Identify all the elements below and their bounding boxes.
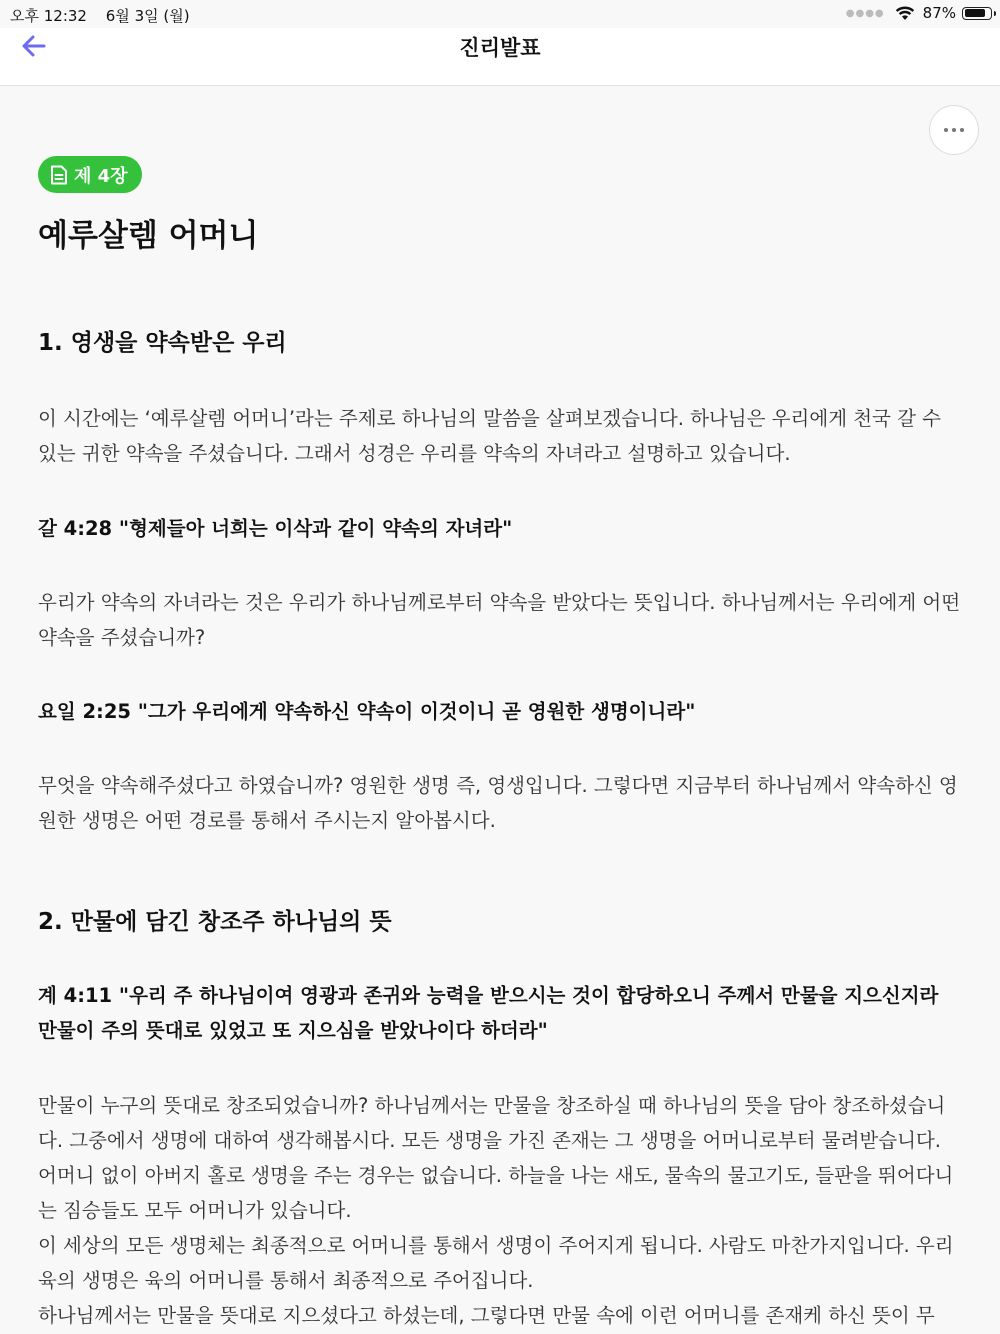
more-options-button[interactable] [929, 105, 979, 155]
status-left [10, 5, 204, 26]
chapter-label: 제 4장 [74, 165, 128, 187]
status-bar [0, 0, 1000, 28]
bible-verse: 갈 4:28 "형제들아 너희는 이삭과 같이 약속의 자녀라" [38, 517, 513, 540]
more-horizontal-icon [944, 128, 964, 132]
status-time: 오후 12:32 [10, 7, 87, 25]
section-heading: 1. 영생을 약속받은 우리 [38, 330, 287, 356]
status-right [846, 4, 992, 22]
paragraph: 하나님께서는 만물을 뜻대로 지으셨다고 하셨는데, 그렇다면 만물 속에 이런 어머니를 존재케 하신 뜻이 무 [38, 1304, 935, 1327]
section-heading: 2. 만물에 담긴 창조주 하나님의 뜻 [38, 909, 392, 935]
article-content [38, 156, 963, 1333]
navigation-bar [0, 28, 1000, 86]
chapter-badge [38, 156, 142, 193]
document-icon [50, 165, 68, 185]
paragraph: 이 세상의 모든 생명체는 최종적으로 어머니를 통해서 생명이 주어지게 됩니다. 사람도 마찬가지입니다. 우리 육의 생명은 육의 어머니를 통해서 최종적으로 주어집니다. [38, 1234, 954, 1292]
battery-icon [962, 7, 992, 20]
paragraph: 우리가 약속의 자녀라는 것은 우리가 하나님께로부터 약속을 받았다는 뜻입니다. 하나님께서는 우리에게 어떤 약속을 주셨습니까? [38, 591, 961, 649]
page-title: 예루살렘 어머니 [38, 218, 259, 254]
nav-title: 진리발표 [459, 36, 541, 60]
battery-fill [965, 9, 986, 17]
bible-verse: 계 4:11 "우리 주 하나님이여 영광과 존귀와 능력을 받으시는 것이 합당하오니 주께서 만물을 지으신지라 만물이 주의 뜻대로 있었고 또 지으심을 받았나이다 하더라" [38, 984, 939, 1042]
paragraph: 만물이 누구의 뜻대로 창조되었습니까? 하나님께서는 만물을 창조하실 때 하나님의 뜻을 담아 창조하셨습니다. 그중에서 생명에 대하여 생각해봅시다. 모든 생명을 가진 존재는 그 생명을 어머니로부터 물려받습니다. 어머니 없이 아버지 홀로 생명을 주는 경우는 없습니다. 하늘을 나는 새도, 물속의 물고기도, 들판을 뛰어다니는 짐승들도 모두 어머니가 있습니다. [38, 1094, 954, 1222]
bible-verse: 요일 2:25 "그가 우리에게 약속하신 약속이 이것이니 곧 영원한 생명이니라" [38, 700, 696, 723]
status-date: 6월 3일 (월) [105, 7, 190, 25]
signal-icon: ●●●● [845, 7, 885, 19]
wifi-icon [895, 6, 915, 21]
paragraph: 무엇을 약속해주셨다고 하였습니까? 영원한 생명 즉, 영생입니다. 그렇다면 지금부터 하나님께서 약속하신 영원한 생명은 어떤 경로를 통해서 주시는지 알아봅시다. [38, 774, 958, 832]
paragraph: 이 시간에는 ‘예루살렘 어머니’라는 주제로 하나님의 말씀을 살펴보겠습니다. 하나님은 우리에게 천국 갈 수 있는 귀한 약속을 주셨습니다. 그래서 성경은 우리를 약속의 자녀라고 설명하고 있습니다. [38, 407, 941, 465]
battery-percent: 87% [922, 4, 956, 22]
